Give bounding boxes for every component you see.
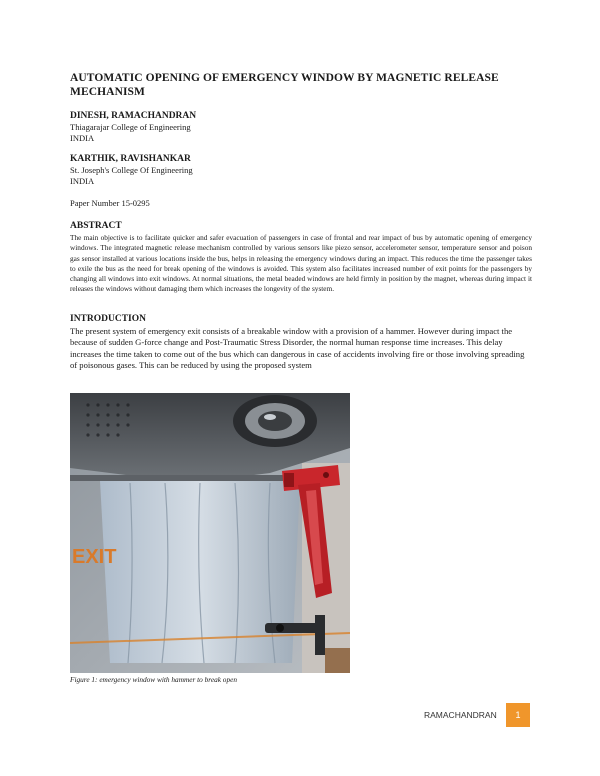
- author-country: INDIA: [70, 133, 95, 143]
- author-country: INDIA: [70, 176, 95, 186]
- page-number-badge: 1: [506, 703, 530, 727]
- emergency-window-illustration: [70, 393, 350, 673]
- figure-emergency-window-photo: [70, 393, 350, 673]
- author-name: DINESH, RAMACHANDRAN: [70, 111, 197, 121]
- figure-caption: Figure 1: emergency window with hammer to break open: [70, 675, 237, 684]
- paper-number: Paper Number 15-0295: [70, 198, 150, 208]
- author-block-1: [70, 110, 196, 144]
- abstract-section: [70, 220, 532, 295]
- introduction-section: [70, 313, 532, 371]
- author-name: KARTHIK, RAVISHANKAR: [70, 154, 191, 164]
- author-block-2: [70, 153, 193, 187]
- introduction-body: The present system of emergency exit consists of a breakable window with a provision of a hammer. However during impact the because of sudden G-force change and Post-Traumatic Stress Disorder, the normal human response time increases. This delay increases the time taken to come out of the bus which can dangerous in case of accidents involving fire or those involving spreading of poisonous gases. This can be reduced by using the proposed system: [70, 326, 525, 370]
- author-affiliation: St. Joseph's College Of Engineering: [70, 165, 193, 175]
- abstract-heading: ABSTRACT: [70, 221, 122, 231]
- paper-title: AUTOMATIC OPENING OF EMERGENCY WINDOW BY MAGNETIC RELEASE MECHANISM: [70, 72, 499, 98]
- introduction-heading: INTRODUCTION: [70, 314, 147, 324]
- exit-sign-text: EXIT: [72, 546, 117, 568]
- footer-author: RAMACHANDRAN: [424, 710, 497, 720]
- author-affiliation: Thiagarajar College of Engineering: [70, 122, 191, 132]
- abstract-body: The main objective is to facilitate quicker and safer evacuation of passengers in case of frontal and rear impact of bus by automatic opening of emergency windows. The integrated magnetic release mechanism controlled by various sensors like piezo sensor, accelerometer sensor, temperature sensor and poison gas sensor installed at various locations inside the bus, helps in releasing the emergency windows during an impact. This reduces the time the passenger takes to exile the bus as the need for break opening of the windows is avoided. This system also facilitates increased number of exit points for the passengers by changing all windows into exit windows. At normal situations, the metal beaded windows are held firmly in position by the magnet, whereas during impact it releases the windows without damaging them which increases the longevity of the system.: [70, 233, 532, 294]
